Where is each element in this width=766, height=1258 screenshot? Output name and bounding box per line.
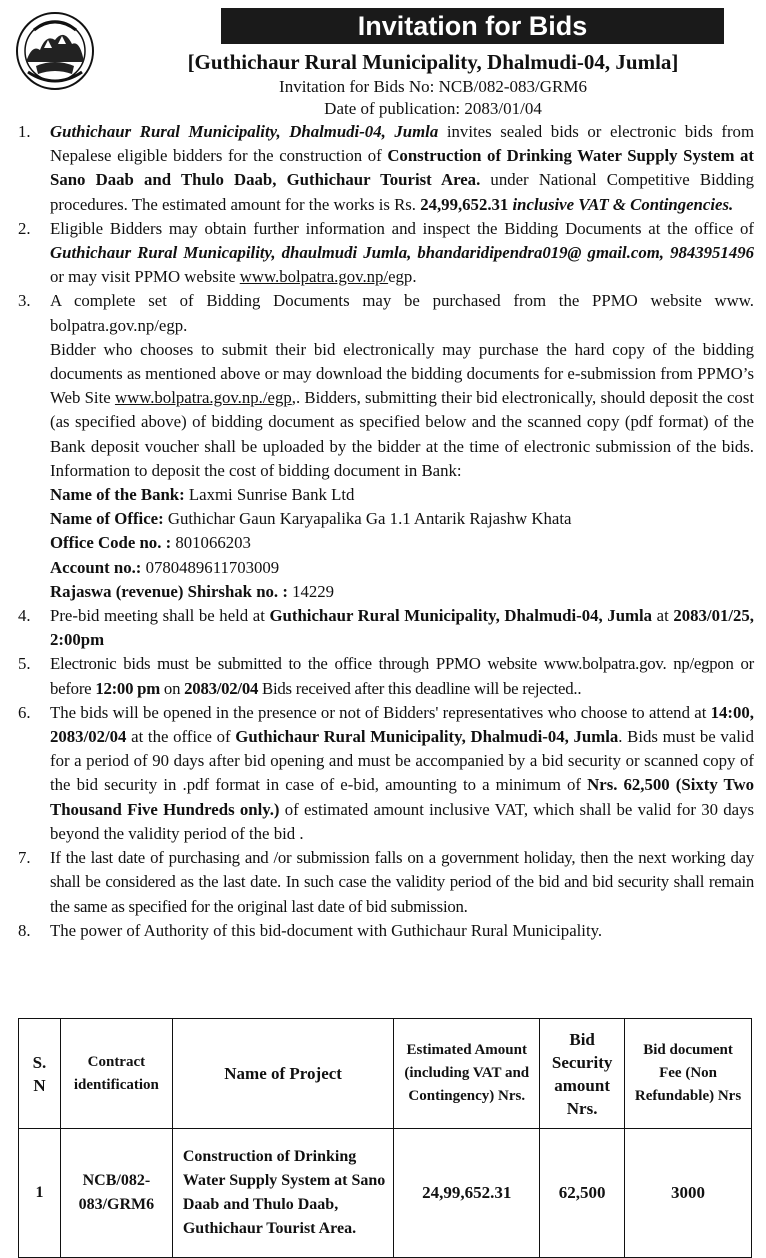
clause-text: on <box>159 678 185 698</box>
clause-5 <box>18 652 754 700</box>
vat-note: inclusive VAT & Contingencies. <box>508 194 734 214</box>
clause-2 <box>18 217 754 290</box>
clause-text: . Bids must be valid for a period of 90 days after bid opening and must be accompanied by a bid security or scanned copy of the bid security in .pdf format in case of e-bid, amounting to a minimum of <box>50 727 754 795</box>
office-contact: Guthichaur Rural Municapility, dhaulmudi Jumla, bhandaridipendra019@ gmail.com, 9843951496 <box>50 243 754 263</box>
employer-name: Guthichaur Rural Municipality, Dhalmudi-04, Jumla <box>50 122 439 141</box>
office-code-row <box>50 531 754 555</box>
clause-text: Eligible Bidders may obtain further information and inspect the Bidding Documents at the office of <box>50 218 754 238</box>
clause-3 <box>18 289 754 604</box>
cell-estimate: 24,99,652.31 <box>394 1129 540 1258</box>
clause-number: 2. <box>18 218 31 238</box>
clause-text: The power of Authority of this bid-document with Guthichaur Rural Municipality. <box>50 920 603 940</box>
prebid-time: 2083/01/25, 2:00pm <box>50 606 754 650</box>
prebid-place: Guthichaur Rural Municipality, Dhalmudi-04, Jumla <box>269 606 653 626</box>
clause-text: The bids will be opened in the presence or not of Bidders' representatives who choose to attend at <box>50 702 711 722</box>
clause-8 <box>18 919 754 943</box>
rajaswa-row <box>50 580 754 604</box>
deadline-date: 2083/02/04 <box>184 678 259 698</box>
clause-number: 6. <box>18 702 31 722</box>
clause-text: under National Competitive Bidding procedures. The estimated amount for the works is Rs. <box>50 170 754 214</box>
clause-text: at <box>652 606 674 626</box>
col-header-estimate: Estimated Amount (including VAT and Contingency) Nrs. <box>394 1019 540 1129</box>
clause-1 <box>18 120 754 217</box>
clause-text: A complete set of Bidding Documents may be purchased from the PPMO website www. bolpatra.gov.np/egp. <box>50 291 754 335</box>
col-header-security: Bid Security amount Nrs. <box>540 1019 625 1129</box>
bid-summary-table <box>18 1018 752 1258</box>
ifb-number: Invitation for Bids No: NCB/082-083/GRM6 <box>279 77 587 96</box>
field-value: 14229 <box>287 581 335 601</box>
account-row <box>50 556 754 580</box>
office-name-row <box>50 507 754 531</box>
clause-number: 8. <box>18 920 31 940</box>
clause-text: egp. <box>388 267 417 287</box>
field-value: 0780489611703009 <box>141 557 280 577</box>
clause-text: Bids received after this deadline will be rejected.. <box>258 678 582 698</box>
clause-text: Bidder who chooses to submit their bid electronically may purchase the hard copy of the bidding documents as mentioned above or may download the bidding documents for e-submission from PPMO’s Web Site <box>50 339 754 408</box>
clause-number: 1. <box>18 122 31 141</box>
government-emblem-icon <box>14 10 96 92</box>
opening-time: 14:00, 2083/02/04 <box>50 702 754 747</box>
clause-7 <box>18 846 754 919</box>
field-label: Account no.: <box>50 557 142 577</box>
table-row <box>19 1129 752 1258</box>
table-header-row <box>19 1019 752 1129</box>
work-name: Construction of Drinking Water Supply System at Sano Daab and Thulo Daab, Guthichaur Tourist Area. <box>50 146 754 190</box>
field-value: 801066203 <box>171 533 251 553</box>
clause-text: or may visit PPMO website <box>50 267 240 287</box>
ppmo-link[interactable]: www.bolpatra.gov.np/ <box>239 267 389 287</box>
field-value: Laxmi Sunrise Bank Ltd <box>184 485 355 505</box>
cell-contract: NCB/082-083/GRM6 <box>60 1129 172 1258</box>
col-header-project: Name of Project <box>172 1019 394 1129</box>
ppmo-link[interactable]: www.bolpatra.gov.np./egp <box>114 388 292 408</box>
col-header-sn: S. N <box>19 1019 61 1129</box>
clause-text: Electronic bids must be submitted to the office through PPMO website www.bolpatra.gov. np/egpon or before <box>50 654 754 698</box>
cell-sn: 1 <box>19 1129 61 1258</box>
clause-text: at the office of <box>126 727 236 747</box>
clause-number: 4. <box>18 606 31 626</box>
field-label: Name of Office: <box>50 509 164 529</box>
field-label: Office Code no. : <box>50 533 172 553</box>
opening-place: Guthichaur Rural Municipality, Dhalmudi-04, Jumla <box>235 727 619 747</box>
col-header-fee: Bid document Fee (Non Refundable) Nrs <box>625 1019 752 1129</box>
estimated-amount: 24,99,652.31 <box>420 194 509 214</box>
deadline-time: 12:00 pm <box>95 678 160 698</box>
cell-security: 62,500 <box>540 1129 625 1258</box>
clause-number: 5. <box>18 654 31 674</box>
clause-number: 3. <box>18 291 31 311</box>
clause-text: If the last date of purchasing and /or submission falls on a government holiday, then the next working day shall be considered as the last date. In such case the validity period of the bid and bid security shall remain the same as specified for the original last date of bid submission. <box>50 848 754 916</box>
bid-security-amount: Nrs. 62,500 (Sixty Two Thousand Five Hundreds only.) <box>50 775 754 819</box>
clause-text: ,. Bidders, submitting their bid electronically, should deposit the cost (as specified above) of bidding document as specified below and the scanned copy (pdf format) of the Bank deposit voucher shall be uploaded by the bidder at the time of electronic submission of the bids. Information to deposit the cost of bidding document in Bank: <box>50 388 754 480</box>
clause-text: Pre-bid meeting shall be held at <box>50 606 270 626</box>
clause-6 <box>18 701 754 846</box>
cell-project: Construction of Drinking Water Supply System at Sano Daab and Thulo Daab, Guthichaur Tourist Area. <box>172 1129 394 1258</box>
clause-4 <box>18 604 754 652</box>
field-label: Name of the Bank: <box>50 485 185 505</box>
bank-name-row <box>50 483 754 507</box>
notice-body <box>18 120 754 943</box>
cell-fee: 3000 <box>625 1129 752 1258</box>
municipality-heading: [Guthichaur Rural Municipality, Dhalmudi-04, Jumla] <box>187 50 679 74</box>
clause-number: 7. <box>18 848 31 868</box>
field-value: Guthichar Gaun Karyapalika Ga 1.1 Antarik Rajashw Khata <box>163 509 572 529</box>
clause-text: of estimated amount inclusive VAT, which shall be valid for 30 days beyond the validity period of the bid . <box>50 799 754 843</box>
clause-text: invites sealed bids or electronic bids from Nepalese eligible bidders for the construction of <box>50 122 754 166</box>
page-title: Invitation for Bids <box>221 8 724 44</box>
publication-date: Date of publication: 2083/01/04 <box>324 99 542 118</box>
col-header-contract: Contract identification <box>60 1019 172 1129</box>
field-label: Rajaswa (revenue) Shirshak no. : <box>50 581 288 601</box>
